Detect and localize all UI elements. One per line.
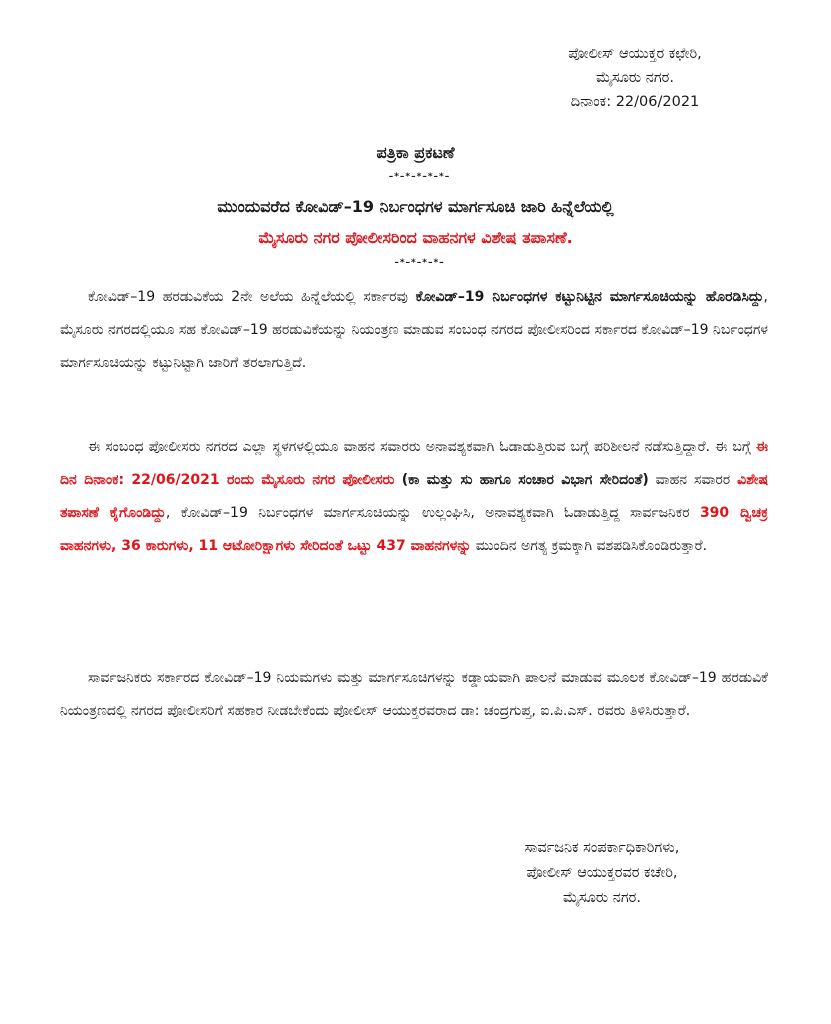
- paragraph-1-bold: ಕೋವಿಡ್–19 ನಿರ್ಬಂಧಗಳ ಕಟ್ಟುನಿಟ್ಟಿನ ಮಾರ್ಗಸೂಚಿಯನ್ನು ಹೊರಡಿಸಿದ್ದು: [415, 289, 764, 305]
- signature-block: [470, 836, 734, 911]
- subject-line-1: ಮುಂದುವರೆದ ಕೋವಿಡ್–19 ನಿರ್ಬಂಧಗಳ ಮಾರ್ಗಸೂಚಿ ಜಾರಿ ಹಿನ್ನೆಲೆಯಲ್ಲಿ: [217, 197, 614, 216]
- document-title: ಪತ್ರಿಕಾ ಪ್ರಕಟಣೆ: [376, 143, 455, 162]
- title-separator: –*–*–*–*–*–: [388, 172, 451, 182]
- paragraph-3: ಸಾರ್ವಜನಿಕರು ಸರ್ಕಾರದ ಕೋವಿಡ್–19 ನಿಯಮಗಳು ಮತ್ತು ಮಾರ್ಗಸೂಚಿಗಳನ್ನು ಕಡ್ಡಾಯವಾಗಿ ಪಾಲನೆ ಮಾಡುವ ಮೂಲಕ ಕೋವಿಡ್–19 ಹರಡುವಿಕೆ ನಿಯಂತ್ರಣದಲ್ಲಿ ನಗರದ ಪೋಲೀಸರಿಗೆ ಸಹಕಾರ ನೀಡಬೇಕೆಂದು ಪೋಲೀಸ್ ಆಯುಕ್ತರವರಾದ ಡಾ: ಚಂದ್ರಗುಪ್ತ, ಐ.ಪಿ.ಎಸ್. ರವರು ತಿಳಿಸಿರುತ್ತಾರೆ.: [60, 670, 768, 719]
- subject-line-2: ಮೈಸೂರು ನಗರ ಪೋಲೀಸರಿಂದ ವಾಹನಗಳ ವಿಶೇಷ ತಪಾಸಣೆ.: [258, 228, 573, 247]
- paragraph-2-text-4: ಮುಂದಿನ ಅಗತ್ಯ ಕ್ರಮಕ್ಕಾಗಿ ವಶಪಡಿಸಿಕೊಂಡಿರುತ್ತಾರೆ.: [471, 538, 708, 554]
- office-header: [520, 42, 750, 114]
- paragraph-2-department: (ಕಾ ಮತ್ತು ಸು ಹಾಗೂ ಸಂಚಾರ ವಿಭಾಗ ಸೇರಿದಂತೆ): [394, 472, 649, 488]
- paragraph-2-text-2: ವಾಹನ ಸವಾರರ: [648, 472, 738, 488]
- signature-line-1: ಸಾರ್ವಜನಿಕ ಸಂಪರ್ಕಾಧಿಕಾರಿಗಳು,: [524, 840, 680, 856]
- paragraph-2-vehicle-count-highlight: 390 ದ್ವಿಚಕ್ರ ವಾಹನಗಳು, 36 ಕಾರುಗಳು, 11 ಆಟೋರಿಕ್ಷಾಗಳು ಸೇರಿದಂತೆ ಒಟ್ಟು 437 ವಾಹನಗಳನ್ನು: [60, 505, 768, 554]
- paragraph-1-text-end: , ಮೈಸೂರು ನಗರದಲ್ಲಿಯೂ ಸಹ ಕೋವಿಡ್–19 ಹರಡುವಿಕೆಯನ್ನು ನಿಯಂತ್ರಣ ಮಾಡುವ ಸಂಬಂಧ ನಗರದ ಪೋಲೀಸರಿಂದ ಸರ್ಕಾರದ ಕೋವಿಡ್–19 ನಿರ್ಬಂಧಗಳ ಮಾರ್ಗಸೂಚಿಯನ್ನು ಕಟ್ಟುನಿಟ್ಟಾಗಿ ಜಾರಿಗೆ ತರಲಾಗುತ್ತಿದೆ.: [60, 289, 768, 371]
- document-date: ದಿನಾಂಕ: 22/06/2021: [570, 94, 700, 110]
- office-name: ಪೋಲೀಸ್ ಆಯುಕ್ತರ ಕಛೇರಿ,: [568, 46, 702, 62]
- paragraph-2-text: ಈ ಸಂಬಂಧ ಪೋಲೀಸರು ನಗರದ ಎಲ್ಲಾ ಸ್ಥಳಗಳಲ್ಲಿಯೂ ವಾಹನ ಸವಾರರು ಅನಾವಶ್ಯಕವಾಗಿ ಓಡಾಡುತ್ತಿರುವ ಬಗ್ಗೆ ಪರಿಶೀಲನೆ ನಡೆಸುತ್ತಿದ್ದಾರೆ. ಈ ಬಗ್ಗೆ: [88, 439, 756, 455]
- paragraph-1-text: ಕೋವಿಡ್–19 ಹರಡುವಿಕೆಯ 2ನೇ ಅಲೆಯ ಹಿನ್ನೆಲೆಯಲ್ಲಿ ಸರ್ಕಾರವು: [88, 289, 416, 305]
- paragraph-1: [60, 281, 768, 380]
- subject-separator: –*–*–*–*–: [394, 258, 445, 268]
- paragraph-2: [60, 431, 768, 563]
- paragraph-2-date-highlight: ಈ ದಿನ ದಿನಾಂಕ: 22/06/2021 ರಂದು ಮೈಸೂರು ನಗರ ಪೋಲೀಸರು: [60, 439, 768, 488]
- signature-line-2: ಪೋಲೀಸ್ ಆಯುಕ್ತರವರ ಕಚೇರಿ,: [526, 865, 678, 881]
- office-city: ಮೈಸೂರು ನಗರ.: [596, 70, 674, 86]
- paragraph-2-inspection-highlight: ವಿಶೇಷ ತಪಾಸಣೆ ಕೈಗೊಂಡಿದ್ದು: [60, 472, 768, 521]
- paragraph-2-text-3: , ಕೋವಿಡ್–19 ನಿರ್ಬಂಧಗಳ ಮಾರ್ಗಸೂಚಿಯನ್ನು ಉಲ್ಲಂಘಿಸಿ, ಅನಾವಶ್ಯಕವಾಗಿ ಓಡಾಡುತ್ತಿದ್ದ ಸಾರ್ವಜನಿಕರ: [165, 505, 700, 521]
- signature-line-3: ಮೈಸೂರು ನಗರ.: [563, 890, 641, 906]
